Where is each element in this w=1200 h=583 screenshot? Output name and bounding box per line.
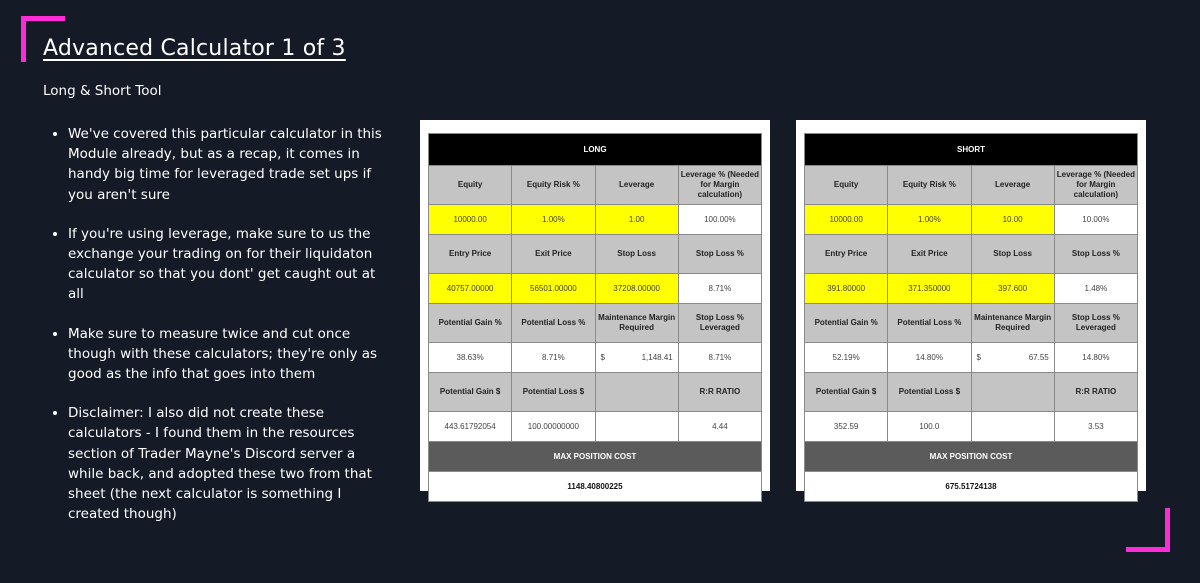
short-calculator-panel: [796, 120, 1146, 491]
leverage-label: Leverage: [971, 166, 1054, 205]
long-rr-ratio-cell: 4.44: [678, 412, 761, 442]
bullet-item: • If you're using leverage, make sure to us the exchange your trading on for their liquidaton calculator so that you dont' get caught out at all: [68, 224, 390, 305]
long-leverage-pct-cell: 100.00%: [678, 205, 761, 235]
stop-loss-pct-label: Stop Loss %: [678, 235, 761, 274]
slide-title: Advanced Calculator 1 of 3: [43, 36, 346, 61]
short-equity-risk-cell[interactable]: 1.00%: [888, 205, 971, 235]
equity-risk-label: Equity Risk %: [888, 166, 971, 205]
maintenance-margin-label: Maintenance Margin Required: [971, 304, 1054, 343]
potential-gain-usd-label: Potential Gain $: [429, 373, 512, 412]
potential-loss-pct-label: Potential Loss %: [512, 304, 595, 343]
leverage-pct-label: Leverage % (Needed for Margin calculation): [1054, 166, 1137, 205]
max-position-cost-label: MAX POSITION COST: [429, 442, 762, 472]
potential-loss-usd-label: Potential Loss $: [512, 373, 595, 412]
short-potential-gain-pct-cell: 52.19%: [805, 343, 888, 373]
long-equity-risk-cell[interactable]: 1.00%: [512, 205, 595, 235]
bullet-item: • Make sure to measure twice and cut once though with these calculators; they're only as good as the info that goes into them: [68, 324, 390, 385]
leverage-label: Leverage: [595, 166, 678, 205]
short-potential-loss-pct-cell: 14.80%: [888, 343, 971, 373]
long-exit-price-cell[interactable]: 56501.00000: [512, 274, 595, 304]
equity-risk-label: Equity Risk %: [512, 166, 595, 205]
potential-loss-pct-label: Potential Loss %: [888, 304, 971, 343]
long-calculator-panel: [420, 120, 770, 491]
short-stop-loss-cell[interactable]: 397.600: [971, 274, 1054, 304]
stop-loss-leveraged-label: Stop Loss % Leveraged: [1054, 304, 1137, 343]
currency-symbol: $: [600, 353, 605, 362]
short-maintenance-margin-cell: [971, 343, 1054, 373]
long-potential-loss-pct-cell: 8.71%: [512, 343, 595, 373]
long-potential-gain-pct-cell: 38.63%: [429, 343, 512, 373]
maintenance-margin-label: Maintenance Margin Required: [595, 304, 678, 343]
exit-price-label: Exit Price: [888, 235, 971, 274]
long-potential-loss-usd-cell: 100.00000000: [512, 412, 595, 442]
entry-price-label: Entry Price: [805, 235, 888, 274]
short-potential-loss-usd-cell: 100.0: [888, 412, 971, 442]
potential-loss-usd-label: Potential Loss $: [888, 373, 971, 412]
short-rr-ratio-cell: 3.53: [1054, 412, 1137, 442]
stop-loss-pct-label: Stop Loss %: [1054, 235, 1137, 274]
empty-label-cell: [595, 373, 678, 412]
exit-price-label: Exit Price: [512, 235, 595, 274]
long-stop-loss-cell[interactable]: 37208.00000: [595, 274, 678, 304]
short-stop-loss-leveraged-cell: 14.80%: [1054, 343, 1137, 373]
equity-label: Equity: [805, 166, 888, 205]
leverage-pct-label: Leverage % (Needed for Margin calculation): [678, 166, 761, 205]
stop-loss-label: Stop Loss: [971, 235, 1054, 274]
long-calculator-table: [428, 133, 762, 502]
empty-value-cell: [595, 412, 678, 442]
long-potential-gain-usd-cell: 443.61792054: [429, 412, 512, 442]
stop-loss-label: Stop Loss: [595, 235, 678, 274]
max-position-cost-label: MAX POSITION COST: [805, 442, 1138, 472]
long-max-position-cost-value: 1148.40800225: [429, 472, 762, 502]
long-equity-cell[interactable]: 10000.00: [429, 205, 512, 235]
short-leverage-pct-cell: 10.00%: [1054, 205, 1137, 235]
short-exit-price-cell[interactable]: 371.350000: [888, 274, 971, 304]
short-stop-loss-pct-cell: 1.48%: [1054, 274, 1137, 304]
currency-symbol: $: [976, 353, 981, 362]
bullet-item: • We've covered this particular calculator in this Module already, but as a recap, it comes in handy big time for leveraged trade set ups if you aren't sure: [68, 124, 390, 205]
stop-loss-leveraged-label: Stop Loss % Leveraged: [678, 304, 761, 343]
long-maintenance-margin-value: 1,148.41: [641, 353, 673, 362]
long-table-title: LONG: [429, 134, 762, 166]
short-equity-cell[interactable]: 10000.00: [805, 205, 888, 235]
potential-gain-pct-label: Potential Gain %: [805, 304, 888, 343]
rr-ratio-label: R:R RATIO: [678, 373, 761, 412]
entry-price-label: Entry Price: [429, 235, 512, 274]
bullet-list: [48, 124, 390, 543]
short-leverage-cell[interactable]: 10.00: [971, 205, 1054, 235]
slide-subtitle: Long & Short Tool: [43, 83, 162, 99]
long-entry-price-cell[interactable]: 40757.00000: [429, 274, 512, 304]
short-calculator-table: [804, 133, 1138, 502]
short-max-position-cost-value: 675.51724138: [805, 472, 1138, 502]
short-potential-gain-usd-cell: 352.59: [805, 412, 888, 442]
long-stop-loss-pct-cell: 8.71%: [678, 274, 761, 304]
corner-accent-bottom-right: [1126, 508, 1170, 552]
potential-gain-usd-label: Potential Gain $: [805, 373, 888, 412]
bullet-item: • Disclaimer: I also did not create these calculators - I found them in the resources section of Trader Mayne's Discord server a while back, and adopted these two from that sheet (the next calculator is something I created though): [68, 403, 390, 524]
short-maintenance-margin-value: 67.55: [1028, 353, 1049, 362]
short-table-title: SHORT: [805, 134, 1138, 166]
short-entry-price-cell[interactable]: 391.80000: [805, 274, 888, 304]
rr-ratio-label: R:R RATIO: [1054, 373, 1137, 412]
potential-gain-pct-label: Potential Gain %: [429, 304, 512, 343]
long-maintenance-margin-cell: [595, 343, 678, 373]
empty-value-cell: [971, 412, 1054, 442]
equity-label: Equity: [429, 166, 512, 205]
empty-label-cell: [971, 373, 1054, 412]
long-stop-loss-leveraged-cell: 8.71%: [678, 343, 761, 373]
long-leverage-cell[interactable]: 1.00: [595, 205, 678, 235]
